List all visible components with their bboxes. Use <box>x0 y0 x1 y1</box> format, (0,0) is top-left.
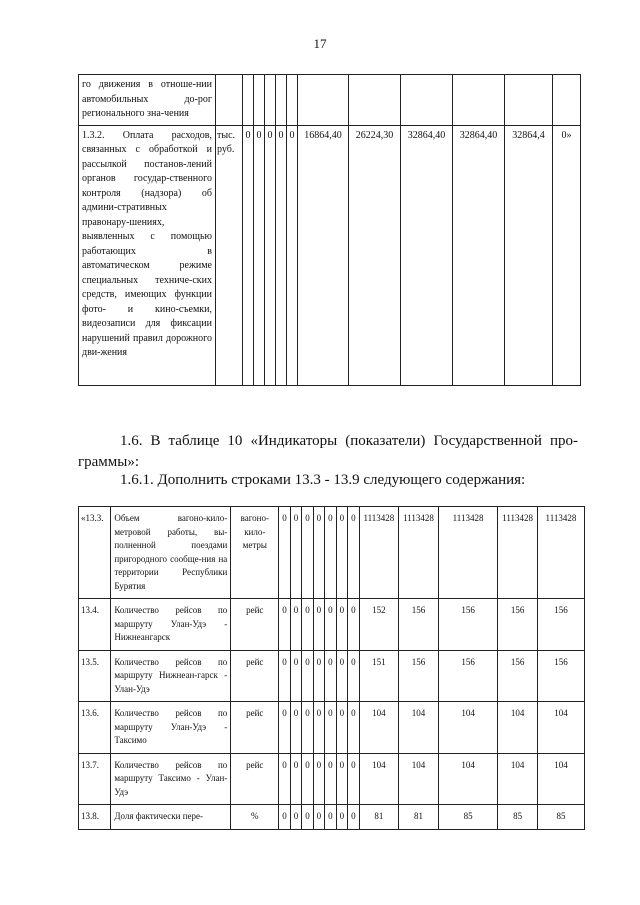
value-cell: 32864,40 <box>453 125 505 385</box>
row-description: Количество рейсов по маршруту Улан-Удэ - Нижнеангарск <box>111 599 231 651</box>
value-cell: 104 <box>438 702 497 754</box>
value-cell: 0 <box>325 507 336 599</box>
value-cell: 0 <box>302 805 313 830</box>
row-unit: % <box>231 805 279 830</box>
value-cell: 104 <box>498 702 538 754</box>
value-cell: 85 <box>537 805 584 830</box>
value-cell: 0 <box>302 753 313 805</box>
value-cell: 0 <box>313 599 324 651</box>
value-cell: 0 <box>279 805 290 830</box>
row-unit: рейс <box>231 753 279 805</box>
row-unit: рейс <box>231 650 279 702</box>
row-number: 13.5. <box>79 650 111 702</box>
value-cell: 0 <box>276 125 287 385</box>
value-cell: 0 <box>243 125 254 385</box>
page-number: 17 <box>313 36 327 51</box>
value-cell: 26224,30 <box>349 125 401 385</box>
value-cell: 0 <box>265 125 276 385</box>
value-cell: 0 <box>302 650 313 702</box>
value-cell: 0 <box>313 805 324 830</box>
value-cell: 156 <box>537 599 584 651</box>
value-cell: 0 <box>254 125 265 385</box>
value-cell: 0 <box>336 599 347 651</box>
value-cell: 0 <box>287 125 298 385</box>
value-cell: 85 <box>498 805 538 830</box>
table-row <box>79 75 581 126</box>
value-cell: 104 <box>498 753 538 805</box>
value-cell: 156 <box>537 650 584 702</box>
value-cell: 152 <box>359 599 399 651</box>
value-cell: 156 <box>438 599 497 651</box>
value-cell: 0» <box>553 125 581 385</box>
row-unit: рейс <box>231 702 279 754</box>
value-cell: 0 <box>348 507 359 599</box>
value-cell: 0 <box>302 599 313 651</box>
value-cell: 0 <box>290 702 301 754</box>
row-number: 13.8. <box>79 805 111 830</box>
row-unit: рейс <box>231 599 279 651</box>
row-number: 13.7. <box>79 753 111 805</box>
table-row <box>79 599 585 651</box>
value-cell: 0 <box>290 599 301 651</box>
row-description: 1.3.2. Оплата расходов, связанных с обработкой и рассылкой постанов-лений органов государ-ственного контроля (надзора) об админи-стративных правонару-шениях, выявленных с помощью работающих в автоматическом режиме специальных техниче-ских средств, имеющих функции фото- и кино-съемки, видеозаписи для фиксации нарушений правил дорожного дви-жения <box>79 125 216 385</box>
value-cell: 1113428 <box>399 507 439 599</box>
value-cell: 0 <box>290 805 301 830</box>
value-cell: 32864,4 <box>505 125 553 385</box>
value-cell: 0 <box>336 650 347 702</box>
row-description: Количество рейсов по маршруту Нижнеан-гарск - Улан-Удэ <box>111 650 231 702</box>
value-cell: 0 <box>313 507 324 599</box>
table-row <box>79 702 585 754</box>
value-cell: 81 <box>399 805 439 830</box>
row-number: 13.4. <box>79 599 111 651</box>
value-cell: 0 <box>313 753 324 805</box>
value-cell: 0 <box>279 702 290 754</box>
indicators-table <box>78 506 585 830</box>
table-row <box>79 753 585 805</box>
table-row <box>79 805 585 830</box>
value-cell: 156 <box>399 650 439 702</box>
value-cell: 0 <box>313 702 324 754</box>
value-cell: 0 <box>313 650 324 702</box>
value-cell: 0 <box>348 650 359 702</box>
value-cell: 1113428 <box>438 507 497 599</box>
value-cell: 104 <box>359 753 399 805</box>
value-cell: 0 <box>336 805 347 830</box>
value-cell: 104 <box>537 702 584 754</box>
row-description: Доля фактически пере- <box>111 805 231 830</box>
row-description: го движения в отноше-нии автомобильных до-рог регионального зна-чения <box>79 75 216 126</box>
value-cell: 0 <box>325 753 336 805</box>
row-description: Количество рейсов по маршруту Улан-Удэ - Таксимо <box>111 702 231 754</box>
value-cell: 156 <box>399 599 439 651</box>
value-cell: 0 <box>290 507 301 599</box>
value-cell: 104 <box>537 753 584 805</box>
paragraph-table-10: 1.6. В таблице 10 «Индикаторы (показатели) Государственной про-граммы»: <box>78 433 578 470</box>
value-cell: 0 <box>290 753 301 805</box>
value-cell: 16864,40 <box>298 125 349 385</box>
value-cell: 0 <box>325 702 336 754</box>
value-cell: 0 <box>302 702 313 754</box>
row-description: Объем вагоно-кило-метровой работы, вы-полненной поездами пригородного сообще-ния на территории Республики Бурятия <box>111 507 231 599</box>
value-cell: 0 <box>325 805 336 830</box>
value-cell: 1113428 <box>537 507 584 599</box>
value-cell: 0 <box>336 507 347 599</box>
value-cell: 1113428 <box>359 507 399 599</box>
row-description: Количество рейсов по маршруту Таксимо - Улан-Удэ <box>111 753 231 805</box>
value-cell: 85 <box>438 805 497 830</box>
table-row <box>79 650 585 702</box>
value-cell: 0 <box>348 702 359 754</box>
value-cell: 0 <box>348 753 359 805</box>
row-unit: тыс. руб. <box>216 125 243 385</box>
value-cell: 0 <box>336 702 347 754</box>
value-cell: 156 <box>498 650 538 702</box>
paragraph-add-rows: 1.6.1. Дополнить строками 13.3 - 13.9 следующего содержания: <box>120 472 526 488</box>
value-cell: 1113428 <box>498 507 538 599</box>
value-cell: 0 <box>348 805 359 830</box>
program-table-continued <box>78 74 581 386</box>
value-cell: 0 <box>325 650 336 702</box>
table-row <box>79 125 581 385</box>
value-cell: 0 <box>279 507 290 599</box>
value-cell: 0 <box>302 507 313 599</box>
value-cell: 81 <box>359 805 399 830</box>
value-cell: 104 <box>399 702 439 754</box>
value-cell: 104 <box>359 702 399 754</box>
row-number: «13.3. <box>79 507 111 599</box>
value-cell: 0 <box>279 650 290 702</box>
value-cell: 0 <box>348 599 359 651</box>
value-cell: 156 <box>438 650 497 702</box>
value-cell: 0 <box>336 753 347 805</box>
value-cell: 0 <box>290 650 301 702</box>
value-cell: 0 <box>279 753 290 805</box>
table-row <box>79 507 585 599</box>
row-number: 13.6. <box>79 702 111 754</box>
row-unit: вагоно-кило-метры <box>231 507 279 599</box>
value-cell: 0 <box>325 599 336 651</box>
value-cell: 151 <box>359 650 399 702</box>
value-cell: 104 <box>438 753 497 805</box>
value-cell: 104 <box>399 753 439 805</box>
value-cell: 156 <box>498 599 538 651</box>
value-cell: 0 <box>279 599 290 651</box>
value-cell: 32864,40 <box>401 125 453 385</box>
